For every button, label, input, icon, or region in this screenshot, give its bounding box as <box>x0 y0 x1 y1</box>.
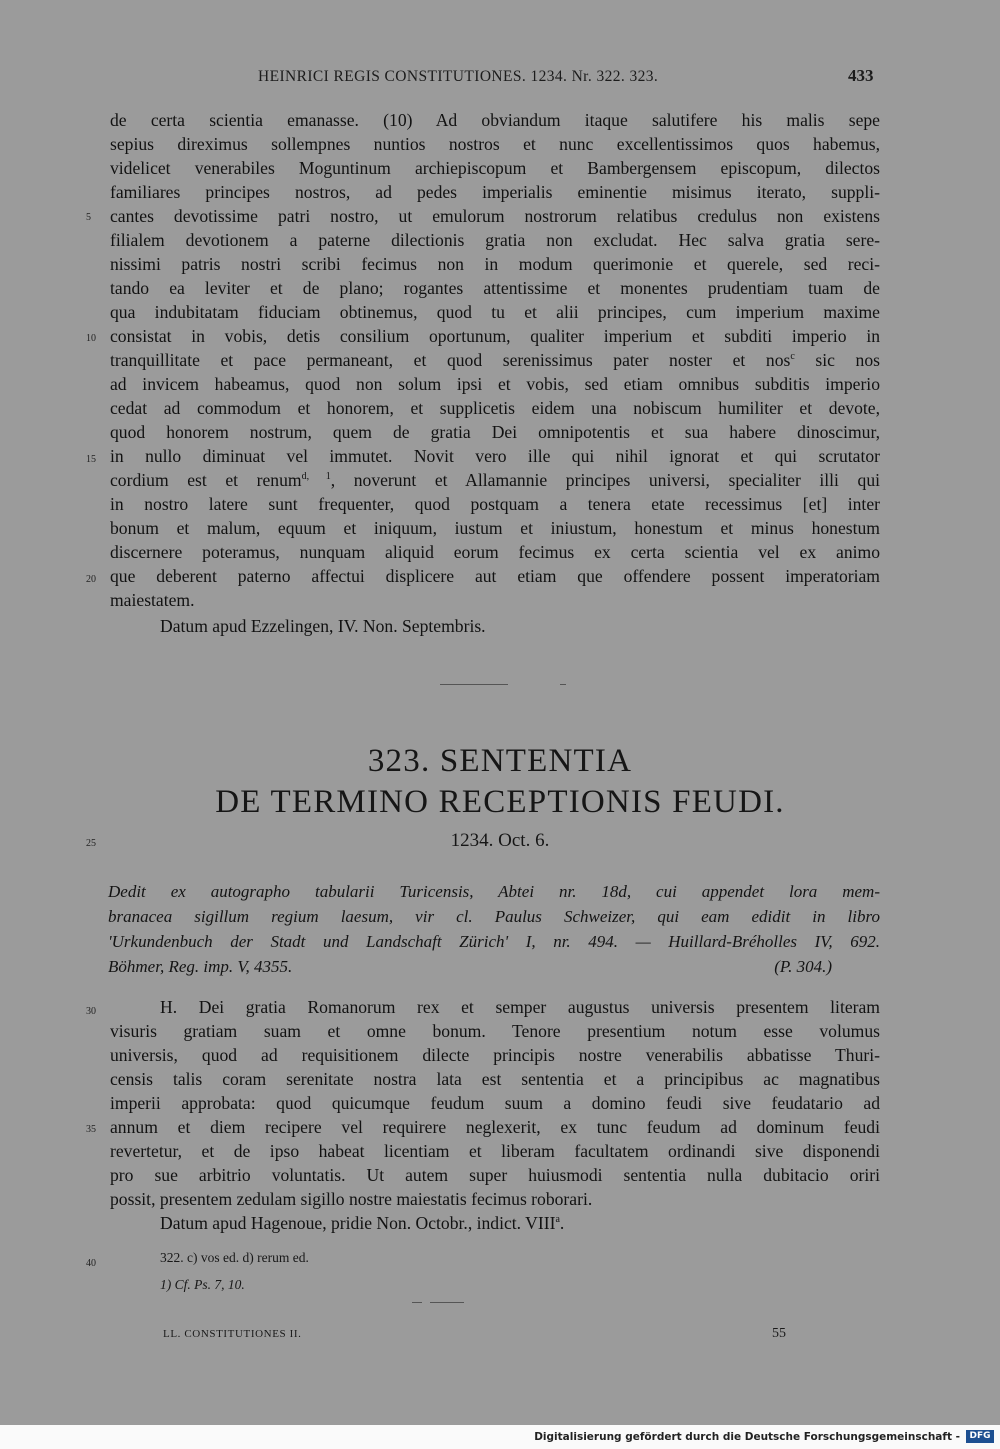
text-line: pro sue arbitrio voluntatis. Ut autem super huiusmodi sententia nulla dubitacio oriri <box>110 1165 880 1185</box>
line-number: 40 <box>86 1258 96 1269</box>
footnote-apparatus: 322. c) vos ed. d) rerum ed. <box>160 1250 309 1265</box>
note-marker: d, 1 <box>301 471 331 483</box>
footnote-divider <box>430 1302 464 1303</box>
source-line: Dedit ex autographo tabularii Turicensis, Abtei nr. 18d, cui appendet lora mem- <box>108 882 880 901</box>
source-line: branacea sigillum regium laesum, vir cl. Paulus Schweizer, qui eam edidit in libro <box>108 907 880 926</box>
text-line: bonum et malum, equum et iniquum, iustum et iniustum, honestum et minus honestum <box>110 518 880 538</box>
text-line: quod honorem nostrum, quem de gratia Dei omnipotentis et sua habere dinoscimur, <box>110 422 880 442</box>
text-line: in nullo diminuat vel immutet. Novit vero ille qui nihil ignorat et qui scrutator <box>110 446 880 466</box>
footnote-1: 1) Cf. Ps. 7, 10. <box>160 1277 245 1292</box>
text-line: nissimi patris nostri scribi fecimus non in modum querimonie et querele, sed reci- <box>110 254 880 274</box>
footnote-divider <box>412 1302 422 1303</box>
running-head: HEINRICI REGIS CONSTITUTIONES. 1234. Nr. 322. 323. <box>258 68 659 85</box>
source-line: 'Urkundenbuch der Stadt und Landschaft Zürich' I, nr. 494. — Huillard-Bréholles IV, 692. <box>108 932 880 951</box>
footer-signature: LL. CONSTITUTIONES II. <box>163 1328 302 1340</box>
line-number: 20 <box>86 574 96 585</box>
text-line: universis, quod ad requisitionem dilecte principis nostre venerabilis abbatisse Thuri- <box>110 1045 880 1065</box>
section-divider <box>440 684 508 685</box>
text-segment: tranquillitate et pace permaneant, et quod serenissimus pater noster et nos <box>110 350 791 370</box>
page-header <box>0 68 1000 94</box>
datum-322: Datum apud Ezzelingen, IV. Non. Septembris. <box>160 616 486 636</box>
source-reference: (P. 304.) <box>774 957 832 976</box>
text-line: de certa scientia emanasse. (10) Ad obviandum itaque salutifere his malis sepe <box>110 110 880 130</box>
text-line: ad invicem habeamus, quod non solum ipsi et vobis, sed etiam omnibus subditis imperio <box>110 374 880 394</box>
text-segment: sic nos <box>794 350 880 370</box>
source-text: Böhmer, Reg. imp. V, 4355. <box>108 957 293 976</box>
text-line: tando ea leviter et de plano; rogantes attentissime et monentes prudentiam tuam de <box>110 278 880 298</box>
text-line: filialem devotionem a paterne dilectionis gratia non excludat. Hec salva gratia sere- <box>110 230 880 250</box>
text-line: cantes devotissime patri nostro, ut emulorum nostrorum relatibus credulus non existens <box>110 206 880 226</box>
text-line: consistat in vobis, detis consilium oportunum, qualiter imperium et subditi imperio in <box>110 326 880 346</box>
line-number: 35 <box>86 1124 96 1135</box>
doc-title: 323. SENTENTIA <box>367 743 633 779</box>
text-segment: , noverunt et Allamannie principes universi, specialiter illi qui <box>330 470 881 490</box>
text-line: imperii approbata: quod quicumque feudum suum a domino feudi sive feudatario ad <box>110 1093 880 1113</box>
doc-date: 1234. Oct. 6. <box>450 830 550 851</box>
text-line: qua indubitatam fiduciam obtinemus, quod tu et alii principes, cum imperium maxime <box>110 302 880 322</box>
text-line: visuris gratiam suam et omne bonum. Tenore presentium notum esse volumus <box>110 1021 880 1041</box>
page-number: 433 <box>848 66 874 85</box>
source-line <box>108 955 880 979</box>
dfg-credit-text: Digitalisierung gefördert durch die Deutsche Forschungsgemeinschaft - <box>534 1431 960 1443</box>
text-line: discernere poteramus, nunquam aliquid eorum fecimus ex certa scientia vel ex animo <box>110 542 880 562</box>
note-marker: a <box>555 1214 560 1226</box>
text-segment: cordium est et renum <box>110 470 302 490</box>
text-line-with-note <box>110 468 880 492</box>
dfg-credit-bar <box>0 1425 1000 1449</box>
text-line: sepius direximus sollempnes nuntios nostros et nunc excellentissimos quos habemus, <box>110 134 880 154</box>
text-line: revertetur, et de ipso habeat licentiam et liberam facultatem ordinandi sive disponendi <box>110 1141 880 1161</box>
text-line: possit, presentem zedulam sigillo nostre maiestatis fecimus roborari. <box>110 1189 593 1209</box>
text-line: que deberent paterno affectui displicere aut etiam que offendere possent imperatoriam <box>110 566 880 586</box>
text-line: annum et diem recipere vel requirere neglexerit, ex tunc feudum ad dominum feudi <box>110 1117 880 1137</box>
text-line: familiares principes nostros, ad pedes imperialis eminentie misimus iterato, suppli- <box>110 182 880 202</box>
text-line-with-note <box>110 348 880 372</box>
footer-sheet-number: 55 <box>772 1326 786 1341</box>
text-line: cedat ad commodum et honorem, et supplicetis eidem una nobiscum humiliter et devote, <box>110 398 880 418</box>
line-number: 30 <box>86 1006 96 1017</box>
section-divider <box>560 684 566 685</box>
datum-end: . <box>559 1213 565 1233</box>
doc-title-line2: DE TERMINO RECEPTIONIS FEUDI. <box>215 784 785 820</box>
text-line: maiestatem. <box>110 590 195 610</box>
datum-text: Datum apud Hagenoue, pridie Non. Octobr., indict. VIII <box>160 1213 556 1233</box>
text-line: censis talis coram serenitate nostra lata est sententia et a principibus ac magnatibus <box>110 1069 880 1089</box>
line-number: 25 <box>86 838 96 849</box>
text-line: H. Dei gratia Romanorum rex et semper augustus universis presentem literam <box>160 997 880 1017</box>
line-number: 15 <box>86 454 96 465</box>
datum-323 <box>160 1211 880 1235</box>
note-marker: c <box>790 351 795 363</box>
line-number: 10 <box>86 333 96 344</box>
text-line: videlicet venerabiles Moguntinum archiepiscopum et Bambergensem episcopum, dilectos <box>110 158 880 178</box>
text-line: in nostro latere sunt frequenter, quod postquam a tenera etate recessimus [et] inter <box>110 494 880 514</box>
line-number: 5 <box>86 212 91 223</box>
dfg-logo: DFG <box>966 1430 994 1443</box>
